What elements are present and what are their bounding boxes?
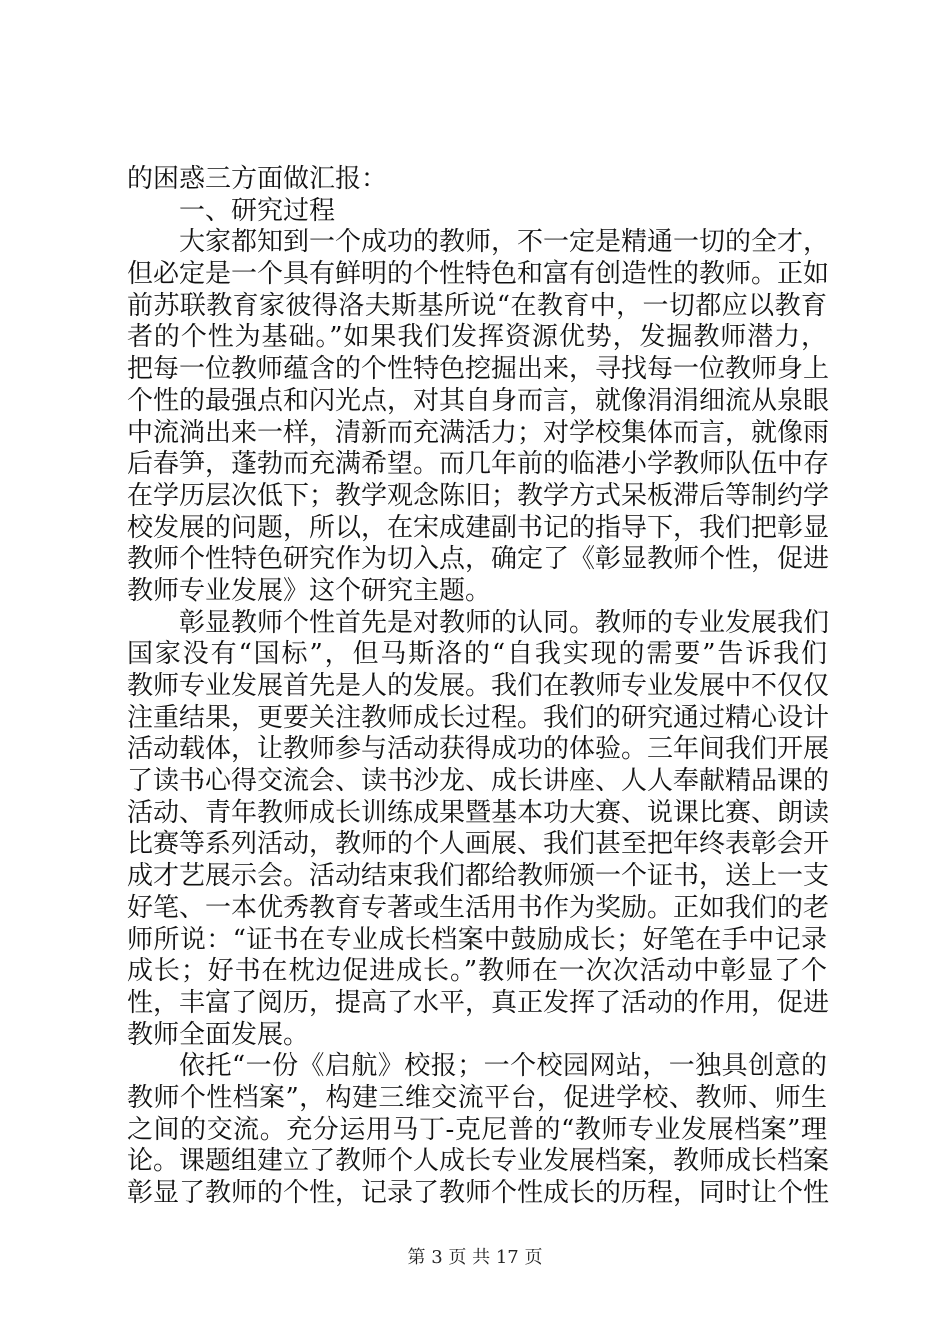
- text-line: 性，丰富了阅历，提高了水平，真正发挥了活动的作用，促进: [127, 987, 830, 1018]
- text-line: 者的个性为基础。”如果我们发挥资源优势，发掘教师潜力，: [127, 322, 827, 353]
- text-line: 教师全面发展。: [127, 1019, 310, 1050]
- text-line: 注重结果，更要关注教师成长过程。我们的研究通过精心设计: [127, 702, 830, 733]
- text-line: 活动、青年教师成长训练成果暨基本功大赛、说课比赛、朗读: [127, 797, 830, 828]
- document-body: [127, 164, 830, 1210]
- text-line: 教师个性特色研究作为切入点，确定了《彰显教师个性，促进: [127, 544, 830, 575]
- text-line: 但必定是一个具有鲜明的个性特色和富有创造性的教师。正如: [127, 259, 830, 290]
- text-line: 比赛等系列活动，教师的个人画展、我们甚至把年终表彰会开: [127, 829, 830, 860]
- text-line: 的困惑三方面做汇报：: [127, 164, 388, 194]
- text-line: 个性的最强点和闪光点，对其自身而言，就像涓涓细流从泉眼: [127, 385, 830, 416]
- text-line: 教师专业发展》这个研究主题。: [127, 575, 492, 606]
- text-line: 把每一位教师蕴含的个性特色挖掘出来，寻找每一位教师身上: [127, 354, 830, 385]
- text-line: 依托“一份《启航》校报；一个校园网站，一独具创意的: [179, 1051, 827, 1082]
- text-line: 在学历层次低下；教学观念陈旧；教学方式呆板滞后等制约学: [127, 480, 830, 511]
- text-line: 教师个性档案”，构建三维交流平台，促进学校、教师、师生: [127, 1082, 827, 1113]
- text-line: 教师专业发展首先是人的发展。我们在教师专业发展中不仅仅: [127, 671, 830, 701]
- text-line: 一、研究过程: [179, 195, 336, 226]
- text-line: 彰显了教师的个性，记录了教师个性成长的历程，同时让个性: [127, 1178, 830, 1208]
- text-line: 彰显教师个性首先是对教师的认同。教师的专业发展我们: [179, 607, 830, 638]
- text-line: 了读书心得交流会、读书沙龙、成长讲座、人人奉献精品课的: [127, 766, 830, 797]
- text-line: 论。课题组建立了教师个人成长专业发展档案，教师成长档案: [127, 1146, 830, 1177]
- text-line: 中流淌出来一样，清新而充满活力；对学校集体而言，就像雨: [127, 417, 830, 448]
- text-line: 前苏联教育家彼得洛夫斯基所说“在教育中，一切都应以教育: [127, 290, 827, 321]
- text-line: 好笔、一本优秀教育专著或生活用书作为奖励。正如我们的老: [127, 892, 830, 923]
- text-line: 校发展的问题，所以，在宋成建副书记的指导下，我们把彰显: [127, 512, 830, 543]
- text-line: 大家都知到一个成功的教师，不一定是精通一切的全才，: [179, 227, 830, 258]
- text-line: 国家没有“国标”，但马斯洛的“自我实现的需要”告诉我们: [127, 639, 827, 670]
- page-footer: 第 3 页 共 17 页: [407, 1247, 543, 1268]
- text-line: 师所说：“证书在专业成长档案中鼓励成长；好笔在手中记录: [127, 924, 827, 955]
- text-line: 后春笋，蓬勃而充满希望。而几年前的临港小学教师队伍中存: [127, 449, 830, 480]
- text-line: 成才艺展示会。活动结束我们都给教师颁一个证书，送上一支: [127, 861, 830, 892]
- text-line: 之间的交流。充分运用马丁-克尼普的“教师专业发展档案”理: [127, 1114, 827, 1145]
- text-line: 活动载体，让教师参与活动获得成功的体验。三年间我们开展: [127, 734, 830, 765]
- text-line: 成长；好书在枕边促进成长。”教师在一次次活动中彰显了个: [127, 956, 827, 987]
